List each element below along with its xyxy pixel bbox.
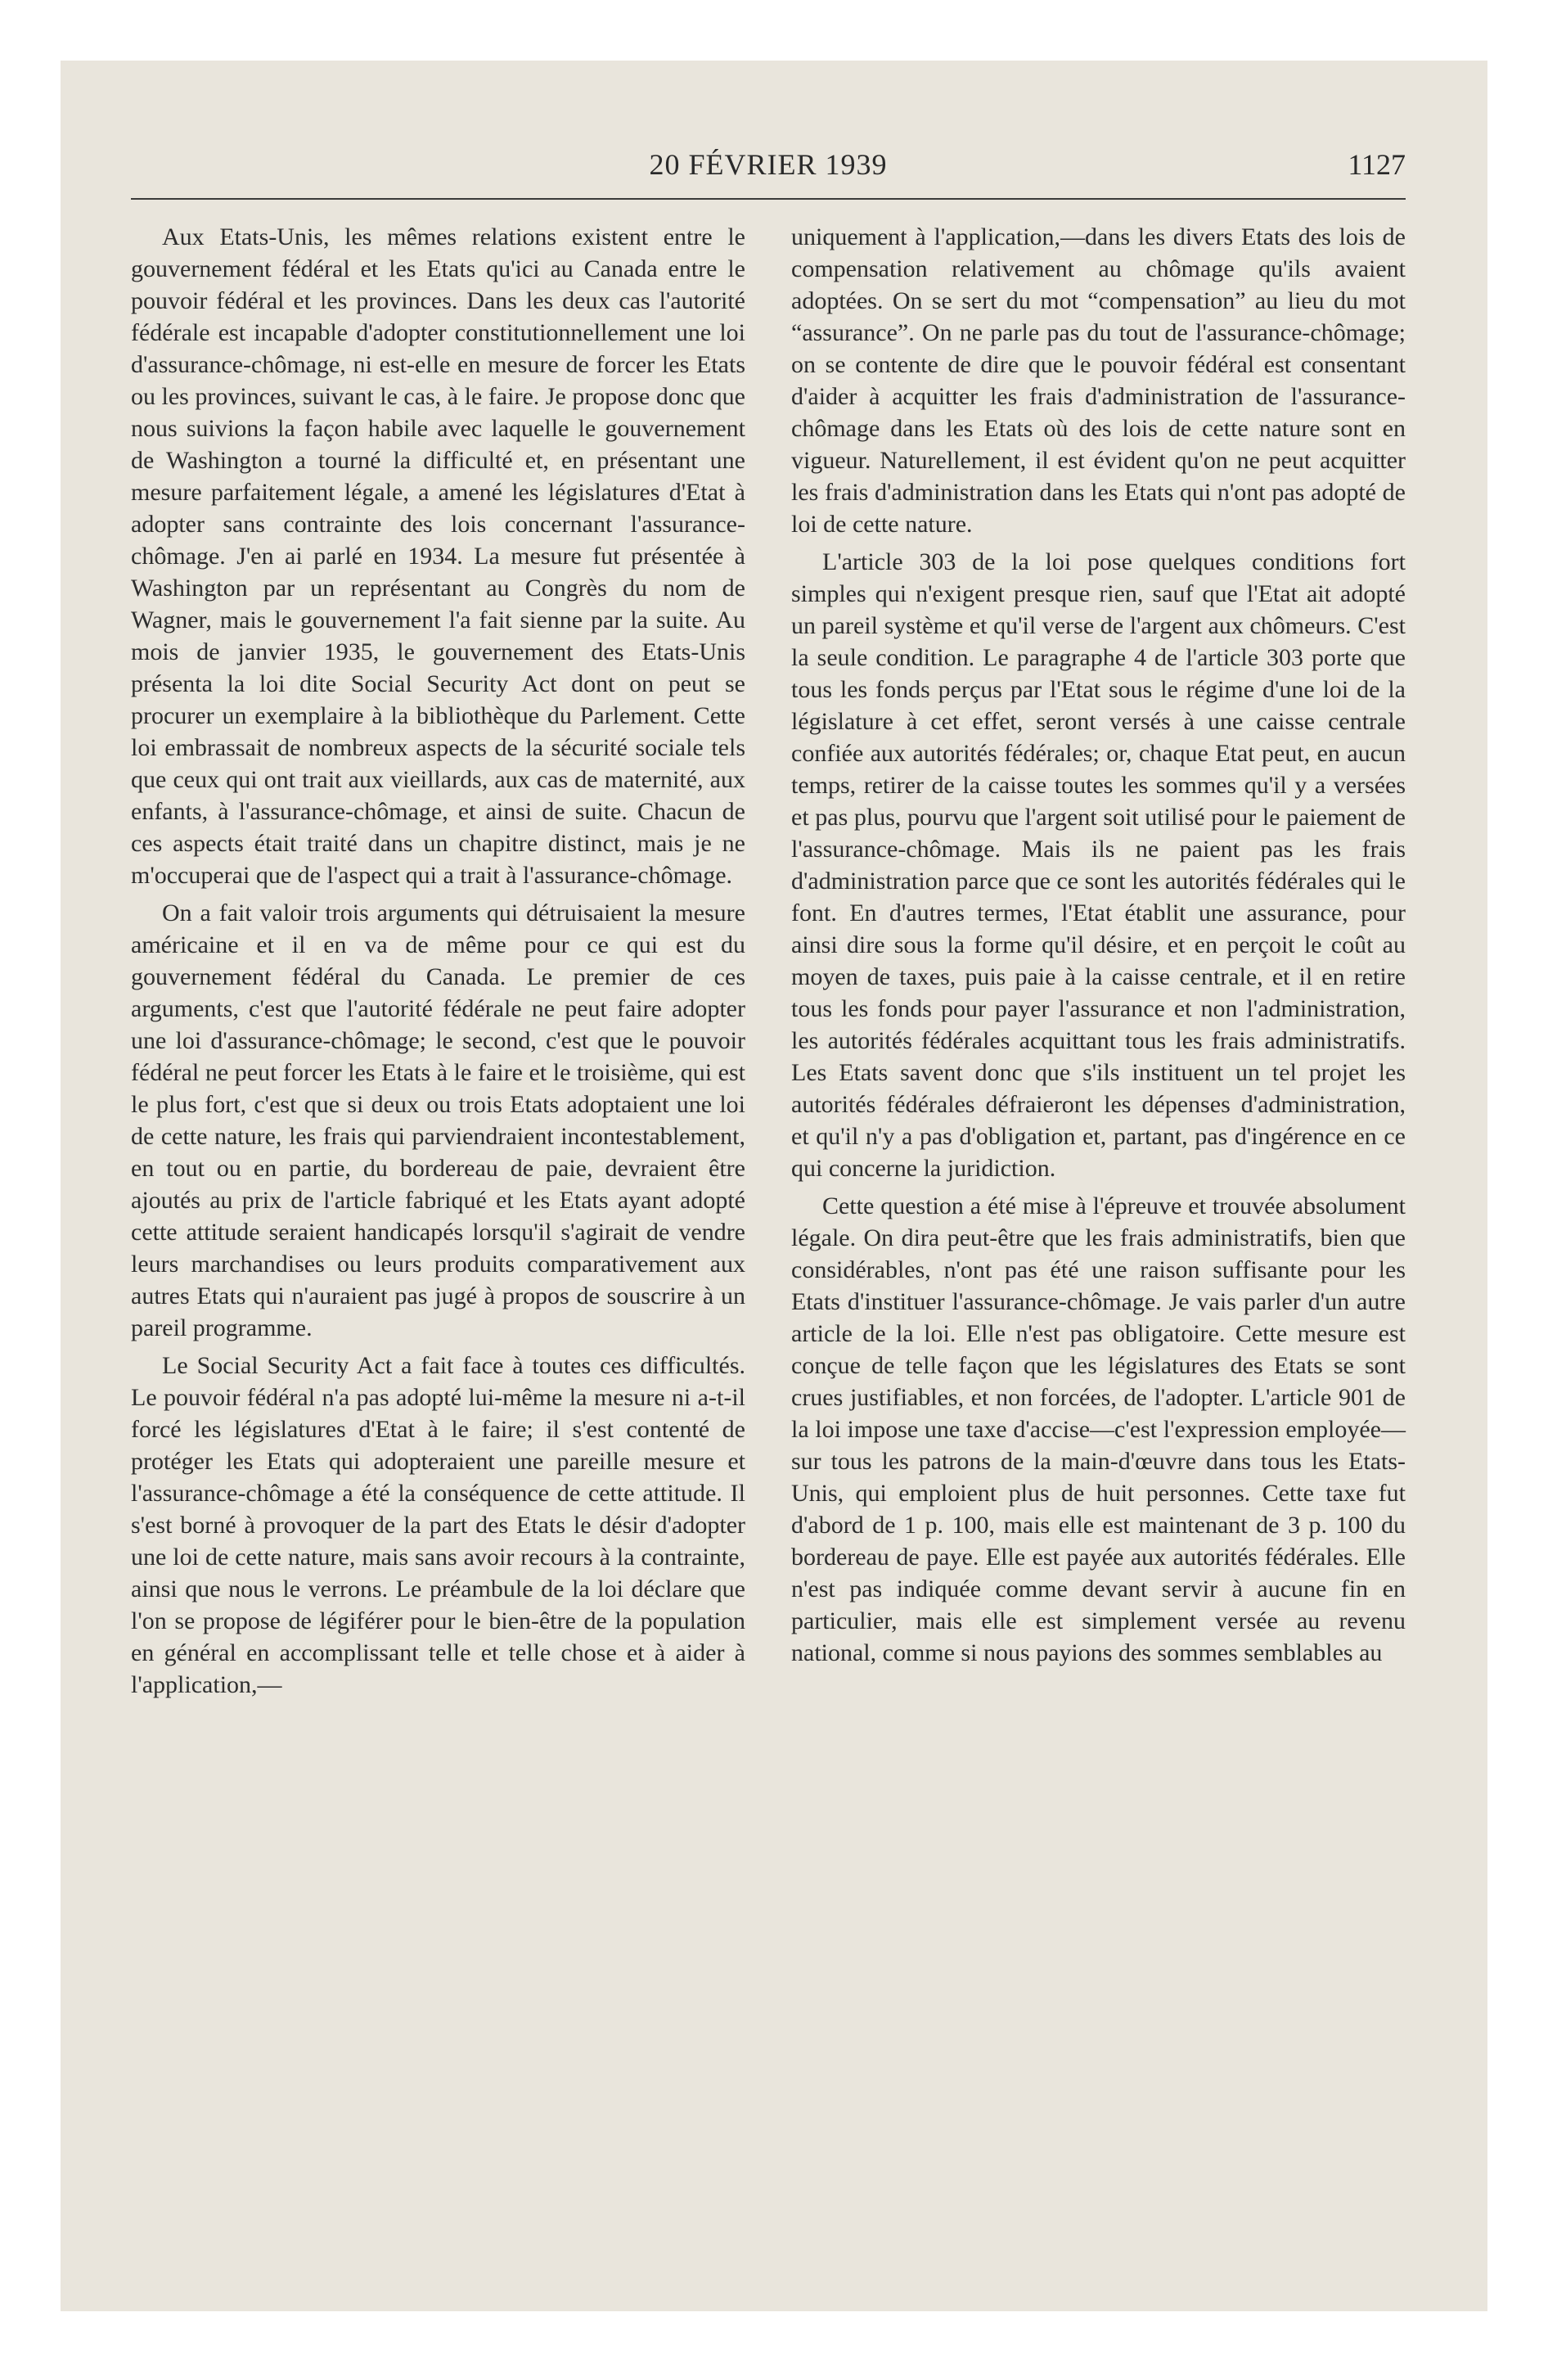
header-rule <box>131 198 1406 200</box>
header-date: 20 FÉVRIER 1939 <box>649 148 888 181</box>
left-column <box>131 221 745 1706</box>
page-number: 1127 <box>1348 148 1406 181</box>
page-header <box>131 147 1406 188</box>
text-columns <box>131 221 1406 2185</box>
paragraph: On a fait valoir trois arguments qui détruisaient la mesure américaine et il en va de même pour ce qui est du gouvernement fédéral du Canada. Le premier de ces arguments, c'est que l'autorité fédérale ne peut faire adopter une loi d'assurance-chômage; le second, c'est que le pouvoir fédéral ne peut forcer les Etats à le faire et le troisième, qui est le plus fort, c'est que si deux ou trois Etats adoptaient une loi de cette nature, les frais qui parviendraient incontestablement, en tout ou en partie, du bordereau de paie, devraient être ajoutés au prix de l'article fabriqué et les Etats ayant adopté cette attitude seraient handicapés lorsqu'il s'agirait de vendre leurs marchandises ou leurs produits comparativement aux autres Etats qui n'auraient pas jugé à propos de souscrire à un pareil programme. <box>131 899 745 1341</box>
paragraph-continued: uniquement à l'application,—dans les divers Etats des lois de compensation relativement au chômage qu'ils avaient adoptées. On se sert du mot “compensation” au lieu du mot “assurance”. On ne parle pas du tout de l'assurance-chômage; on se contente de dire que le pouvoir fédéral est consentant d'aider à acquitter les frais d'administration de l'assurance-chômage dans les Etats où des lois de cette nature sont en vigueur. Naturellement, il est évident qu'on ne peut acquitter les frais d'administration dans les Etats qui n'ont pas adopté de loi de cette nature. <box>791 223 1406 538</box>
paragraph: L'article 303 de la loi pose quelques conditions fort simples qui n'exigent presque rien, sauf que l'Etat ait adopté un pareil système et qu'il verse de l'argent aux chômeurs. C'est la seule condition. Le paragraphe 4 de l'article 303 porte que tous les fonds perçus par l'Etat sous le régime d'une loi de la législature à cet effet, seront versés à une caisse centrale confiée aux autorités fédérales; or, chaque Etat peut, en aucun temps, retirer de la caisse toutes les sommes qu'il y a versées et pas plus, pourvu que l'argent soit utilisé pour le paiement de l'assurance-chômage. Mais ils ne paient pas les frais d'administration parce que ce sont les autorités fédérales qui le font. En d'autres termes, l'Etat établit une assurance, pour ainsi dire sous la forme qu'il désire, et en perçoit le coût au moyen de taxes, puis paie à la caisse centrale, et il en retire tous les fonds pour payer l'assurance et non l'administration, les autorités fédérales acquittant tous les frais administratifs. Les Etats savent donc que s'ils instituent un tel projet les autorités fédérales défraieront les dépenses d'administration, et qu'il n'y a pas d'obligation et, partant, pas d'ingérence en ce qui concerne la juridiction. <box>791 548 1406 1182</box>
right-column <box>791 221 1406 1675</box>
paragraph: Aux Etats-Unis, les mêmes relations existent entre le gouvernement fédéral et les Etats qu'ici au Canada entre le pouvoir fédéral et les provinces. Dans les deux cas l'autorité fédérale est incapable d'adopter constitutionnellement une loi d'assurance-chômage, ni est-elle en mesure de forcer les Etats ou les provinces, suivant le cas, à le faire. Je propose donc que nous suivions la façon habile avec laquelle le gouvernement de Washington a tourné la difficulté et, en présentant une mesure parfaitement légale, a amené les législatures d'Etat à adopter sans contrainte des lois concernant l'assurance-chômage. J'en ai parlé en 1934. La mesure fut présentée à Washington par un représentant au Congrès du nom de Wagner, mais le gouvernement l'a fait sienne par la suite. Au mois de janvier 1935, le gouvernement des Etats-Unis présenta la loi dite Social Security Act dont on peut se procurer un exemplaire à la bibliothèque du Parlement. Cette loi embrassait de nombreux aspects de la sécurité sociale tels que ceux qui ont trait aux vieillards, aux cas de maternité, aux enfants, à l'assurance-chômage, et ainsi de suite. Chacun de ces aspects était traité dans un chapitre distinct, mais je ne m'occuperai que de l'aspect qui a trait à l'assurance-chômage. <box>131 223 745 889</box>
paragraph: Le Social Security Act a fait face à toutes ces difficultés. Le pouvoir fédéral n'a pas adopté lui-même la mesure ni a-t-il forcé les législatures d'Etat à le faire; il s'est contenté de protéger les Etats qui adopteraient une pareille mesure et l'assurance-chômage a été la conséquence de cette attitude. Il s'est borné à provoquer de la part des Etats le désir d'adopter une loi de cette nature, mais sans avoir recours à la contrainte, ainsi que nous le verrons. Le préambule de la loi déclare que l'on se propose de légiférer pour le bien-être de la population en général en accomplissant telle et telle chose et à aider à l'application,— <box>131 1352 745 1698</box>
paragraph: Cette question a été mise à l'épreuve et trouvée absolument légale. On dira peut-être que les frais administratifs, bien que considérables, n'ont pas été une raison suffisante pour les Etats d'instituer l'assurance-chômage. Je vais parler d'un autre article de la loi. Elle n'est pas obligatoire. Cette mesure est conçue de telle façon que les législatures des Etats se sont crues justifiables, et non forcées, de l'adopter. L'article 901 de la loi impose une taxe d'accise—c'est l'expression employée—sur tous les patrons de la main-d'œuvre dans tous les Etats-Unis, qui emploient plus de huit personnes. Cette taxe fut d'abord de 1 p. 100, mais elle est maintenant de 3 p. 100 du bordereau de paye. Elle est payée aux autorités fédérales. Elle n'est pas indiquée comme devant servir à aucune fin en particulier, mais elle est simplement versée au revenu national, comme si nous payions des sommes semblables au <box>791 1192 1406 1666</box>
